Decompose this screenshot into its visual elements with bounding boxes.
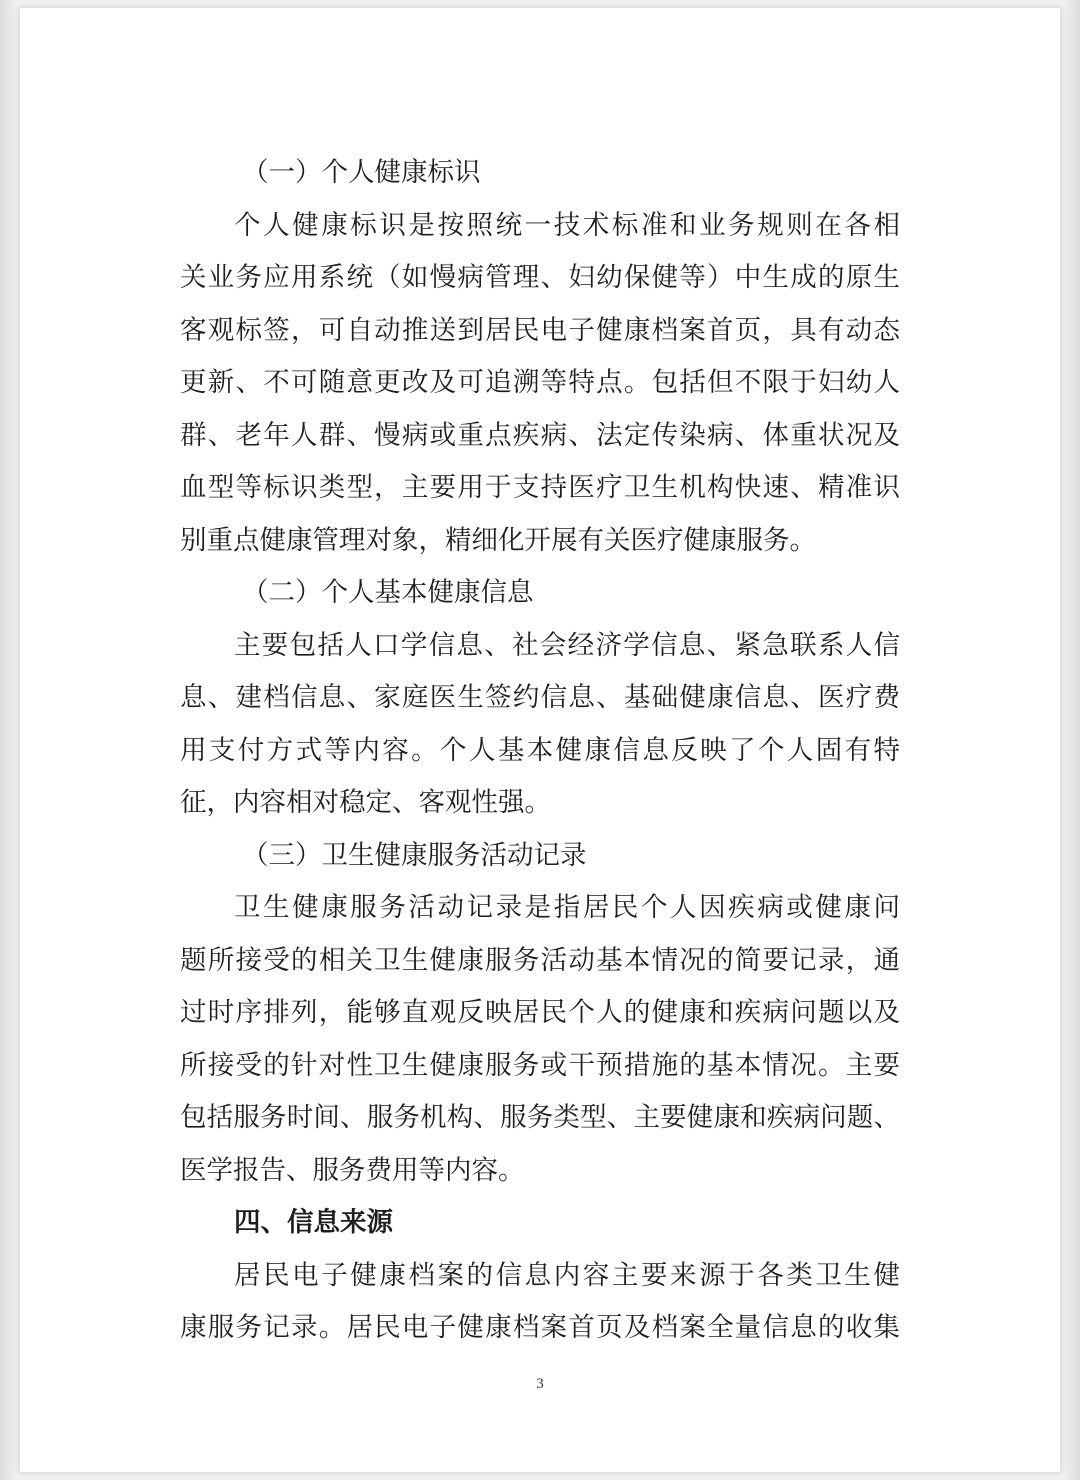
paragraph-line: 主要包括人口学信息、社会经济学信息、紧急联系人信 (234, 629, 900, 661)
document-body (180, 147, 900, 1355)
paragraph-line: 群、老年人群、慢病或重点疾病、法定传染病、体重状况及 (180, 419, 900, 451)
paragraph-line: 息、建档信息、家庭医生签约信息、基础健康信息、医疗费 (180, 682, 900, 713)
page-number: 3 (536, 1376, 544, 1392)
paragraph-line: 个人健康标识是按照统一技术标准和业务规则在各相 (234, 209, 900, 241)
paragraph-line: 所接受的针对性卫生健康服务或干预措施的基本情况。主要 (180, 1049, 900, 1081)
paragraph-line: 用支付方式等内容。个人基本健康信息反映了个人固有特 (180, 734, 900, 766)
paragraph-line: 居民电子健康档案的信息内容主要来源于各类卫生健 (234, 1259, 900, 1291)
section-heading-basic-health-info: （二）个人基本健康信息 (242, 577, 534, 608)
section-heading-info-sources: 四、信息来源 (234, 1207, 393, 1238)
paragraph-line: 更新、不可随意更改及可追溯等特点。包括但不限于妇幼人 (180, 367, 900, 398)
paragraph-line: 征，内容相对稳定、客观性强。 (180, 787, 551, 818)
paragraph-line: 别重点健康管理对象，精细化开展有关医疗健康服务。 (180, 524, 816, 556)
paragraph-line: 康服务记录。居民电子健康档案首页及档案全量信息的收集 (180, 1312, 900, 1343)
paragraph-line: 医学报告、服务费用等内容。 (180, 1154, 525, 1186)
paragraph-line: 题所接受的相关卫生健康服务活动基本情况的简要记录，通 (180, 944, 900, 976)
paragraph-line: 关业务应用系统（如慢病管理、妇幼保健等）中生成的原生 (180, 262, 900, 293)
paragraph-line: 血型等标识类型，主要用于支持医疗卫生机构快速、精准识 (180, 472, 900, 503)
paragraph-line: 客观标签，可自动推送到居民电子健康档案首页，具有动态 (180, 314, 900, 346)
section-heading-personal-health-label: （一）个人健康标识 (242, 157, 481, 188)
paragraph-line: 卫生健康服务活动记录是指居民个人因疾病或健康问 (234, 892, 900, 923)
paragraph-line: 过时序排列，能够直观反映居民个人的健康和疾病问题以及 (180, 997, 900, 1028)
section-heading-service-records: （三）卫生健康服务活动记录 (242, 839, 587, 871)
paragraph-line: 包括服务时间、服务机构、服务类型、主要健康和疾病问题、 (180, 1102, 900, 1133)
document-page (20, 8, 1060, 1472)
